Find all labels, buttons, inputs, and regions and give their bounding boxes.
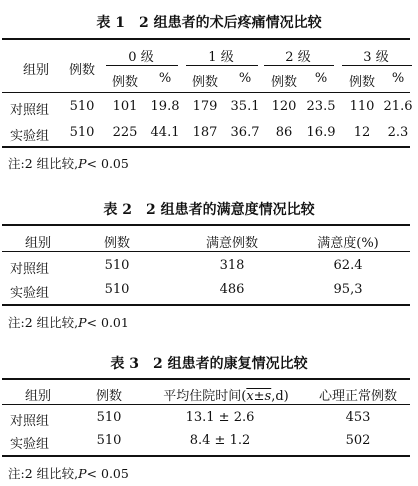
table2-note: 注:2 组比较,P< 0.01: [8, 315, 129, 330]
table1-sub-cases-1: 例数: [191, 75, 219, 90]
table1-level-0: 0 级: [128, 50, 154, 65]
table1-row1-v1: 44.1: [150, 125, 180, 140]
table2-row1-cases: 510: [104, 282, 130, 297]
table1-sub-pct-2: %: [314, 71, 328, 86]
table2-row1-satisfied: 486: [219, 282, 245, 297]
table1-note: 注:2 组比较,P< 0.05: [8, 156, 129, 171]
table1-row0-group: 对照组: [10, 103, 50, 118]
table1-level2-underline: [264, 65, 334, 66]
table1-row1-v3: 36.7: [230, 125, 260, 140]
table1-sub-pct-3: %: [391, 71, 405, 86]
table3-row1-normal: 502: [345, 433, 371, 448]
table3-header-cases: 例数: [95, 389, 123, 404]
table1-row1-v7: 2.3: [387, 125, 409, 140]
table2-title: 表 2 2 组患者的满意度情况比较: [103, 202, 315, 218]
table1-row1-v0: 225: [112, 125, 138, 140]
table1-title: 表 1 2 组患者的术后疼痛情况比较: [96, 15, 322, 31]
table3-bottom-rule: [2, 455, 410, 457]
table1-row0-v0: 101: [112, 99, 138, 114]
table2-header-group: 组别: [24, 236, 52, 251]
table2-row1-group: 实验组: [10, 286, 50, 301]
table3-title: 表 3 2 组患者的康复情况比较: [110, 356, 308, 372]
table2-row0-group: 对照组: [10, 262, 50, 277]
table1-header-cases: 例数: [68, 63, 96, 78]
table2-header-rule: [2, 251, 410, 252]
table3-row1-stay: 8.4 ± 1.2: [189, 433, 251, 448]
table1-row1-v6: 12: [353, 125, 371, 140]
table1-row0-v7: 21.6: [383, 99, 413, 114]
table3-header-normal: 心理正常例数: [318, 389, 398, 404]
table3-row1-cases: 510: [96, 433, 122, 448]
table1-header-rule: [2, 92, 410, 93]
table2-row0-satisfied: 318: [219, 258, 245, 273]
table3-header-group: 组别: [24, 389, 52, 404]
table1-level-2: 2 级: [285, 50, 311, 65]
table1-level-1: 1 级: [208, 50, 234, 65]
table1-level1-underline: [186, 65, 258, 66]
table1-row1-group: 实验组: [10, 129, 50, 144]
table1-header-group: 组别: [22, 63, 50, 78]
table1-row1-v2: 187: [192, 125, 218, 140]
table1-sub-cases-3: 例数: [348, 75, 376, 90]
table1-row0-v5: 23.5: [306, 99, 336, 114]
table1-row1-v4: 86: [275, 125, 293, 140]
table1-sub-cases-0: 例数: [111, 75, 139, 90]
table1-level0-underline: [106, 65, 178, 66]
table1-row0-v6: 110: [349, 99, 375, 114]
table2-row0-cases: 510: [104, 258, 130, 273]
table1-level3-underline: [342, 65, 412, 66]
table3-row0-cases: 510: [96, 410, 122, 425]
table3-top-rule: [2, 378, 410, 380]
table1-sub-pct-1: %: [238, 71, 252, 86]
table3-row0-stay: 13.1 ± 2.6: [185, 410, 255, 425]
table1-row1-cases: 510: [69, 125, 95, 140]
table1-bottom-rule: [2, 146, 410, 148]
table1-row0-v4: 120: [271, 99, 297, 114]
table2-header-cases: 例数: [103, 236, 131, 251]
table1-top-rule: [2, 38, 410, 40]
table3-header-stay: 平均住院时间(x±s,d): [163, 389, 289, 404]
table3-row0-normal: 453: [345, 410, 371, 425]
table1-row0-v1: 19.8: [150, 99, 180, 114]
table3-note: 注:2 组比较,P< 0.05: [8, 466, 129, 481]
table2-top-rule: [2, 224, 410, 226]
table3-header-rule: [2, 404, 410, 405]
table1-row0-cases: 510: [69, 99, 95, 114]
table1-sub-cases-2: 例数: [270, 75, 298, 90]
table2-row1-rate: 95,3: [333, 282, 363, 297]
table1-sub-pct-0: %: [158, 71, 172, 86]
table2-header-rate: 满意度(%): [317, 236, 379, 251]
table1-row0-v2: 179: [192, 99, 218, 114]
table3-row1-group: 实验组: [10, 437, 50, 452]
table2-bottom-rule: [2, 304, 410, 306]
table2-row0-rate: 62.4: [333, 258, 363, 273]
table1-row1-v5: 16.9: [306, 125, 336, 140]
table1-level-3: 3 级: [363, 50, 389, 65]
table3-row0-group: 对照组: [10, 414, 50, 429]
table2-header-satisfied: 满意例数: [205, 236, 259, 251]
table1-row0-v3: 35.1: [230, 99, 260, 114]
